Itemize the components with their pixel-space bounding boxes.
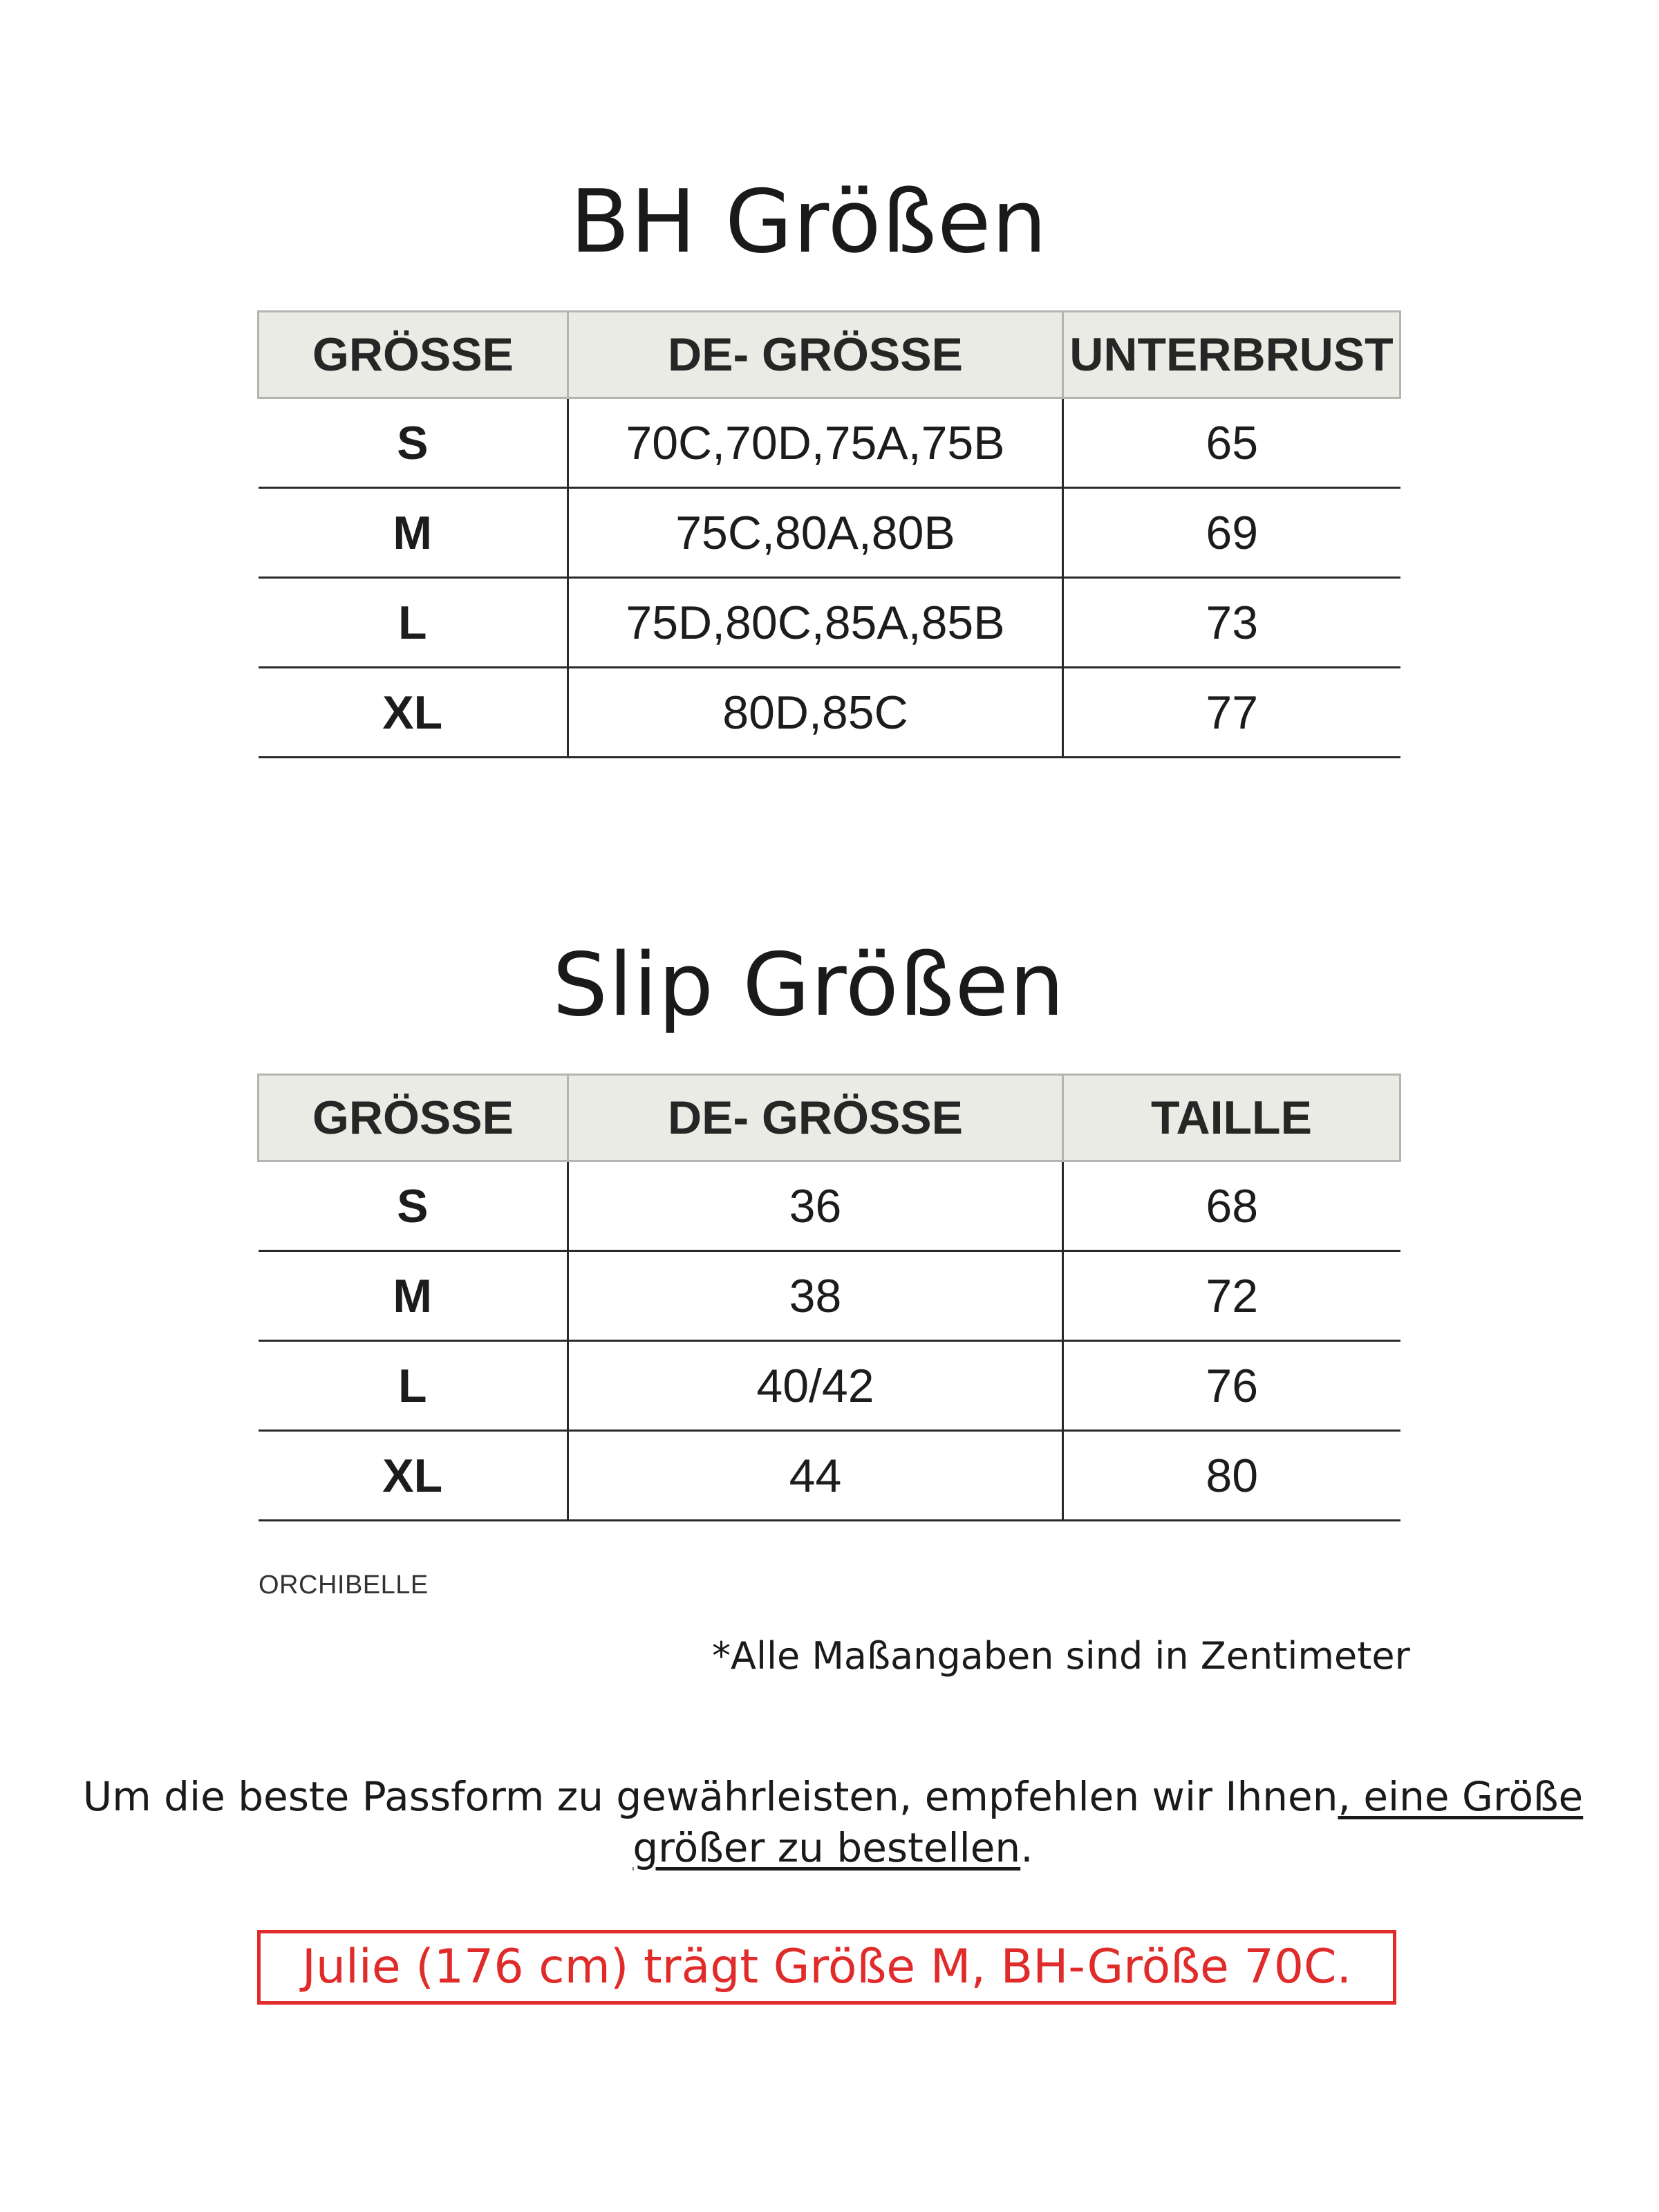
column-header-de-size: DE- GRÖSSE — [568, 312, 1063, 398]
waist-cell: 80 — [1063, 1431, 1400, 1521]
order-larger-size-link[interactable]: , eine Größe größer zu bestellen — [632, 1773, 1584, 1871]
size-cell: L — [259, 578, 568, 668]
table-header-row — [259, 312, 1400, 398]
brand-label: ORCHIBELLE — [259, 1571, 429, 1600]
waist-cell: 72 — [1063, 1251, 1400, 1341]
table-row — [259, 398, 1400, 488]
table-row — [259, 578, 1400, 668]
table-row — [259, 1341, 1400, 1431]
size-cell: M — [259, 1251, 568, 1341]
table-header-row — [259, 1075, 1400, 1161]
size-cell: S — [259, 398, 568, 488]
column-header-waist: TAILLE — [1063, 1075, 1400, 1161]
size-cell: XL — [259, 1431, 568, 1521]
slip-sizes-title: Slip Größen — [552, 934, 1065, 1035]
size-cell: L — [259, 1341, 568, 1431]
de-size-cell: 80D,85C — [568, 668, 1063, 758]
waist-cell: 68 — [1063, 1161, 1400, 1251]
de-size-cell: 70C,70D,75A,75B — [568, 398, 1063, 488]
de-size-cell: 75D,80C,85A,85B — [568, 578, 1063, 668]
fit-advice — [35, 1771, 1631, 1873]
size-cell: M — [259, 488, 568, 578]
size-cell: XL — [259, 668, 568, 758]
fit-advice-text: Um die beste Passform zu gewährleisten, empfehlen wir Ihnen — [82, 1773, 1338, 1820]
table-row — [259, 668, 1400, 758]
column-header-size: GRÖSSE — [259, 312, 568, 398]
de-size-cell: 40/42 — [568, 1341, 1063, 1431]
underbust-cell: 69 — [1063, 488, 1400, 578]
bh-sizes-title: BH Größen — [570, 171, 1048, 272]
size-cell: S — [259, 1161, 568, 1251]
fit-advice-end: . — [1020, 1824, 1033, 1871]
slip-size-table — [257, 1074, 1401, 1521]
column-header-size: GRÖSSE — [259, 1075, 568, 1161]
table-row — [259, 1161, 1400, 1251]
de-size-cell: 44 — [568, 1431, 1063, 1521]
waist-cell: 76 — [1063, 1341, 1400, 1431]
table-row — [259, 488, 1400, 578]
column-header-underbust: UNTERBRUST — [1063, 312, 1400, 398]
underbust-cell: 65 — [1063, 398, 1400, 488]
column-header-de-size: DE- GRÖSSE — [568, 1075, 1063, 1161]
table-row — [259, 1251, 1400, 1341]
units-note: *Alle Maßangaben sind in Zentimeter — [712, 1634, 1410, 1678]
underbust-cell: 77 — [1063, 668, 1400, 758]
table-row — [259, 1431, 1400, 1521]
de-size-cell: 36 — [568, 1161, 1063, 1251]
de-size-cell: 38 — [568, 1251, 1063, 1341]
model-size-note: Julie (176 cm) trägt Größe M, BH-Größe 70C. — [257, 1930, 1396, 2005]
underbust-cell: 73 — [1063, 578, 1400, 668]
bh-size-table — [257, 310, 1401, 758]
de-size-cell: 75C,80A,80B — [568, 488, 1063, 578]
